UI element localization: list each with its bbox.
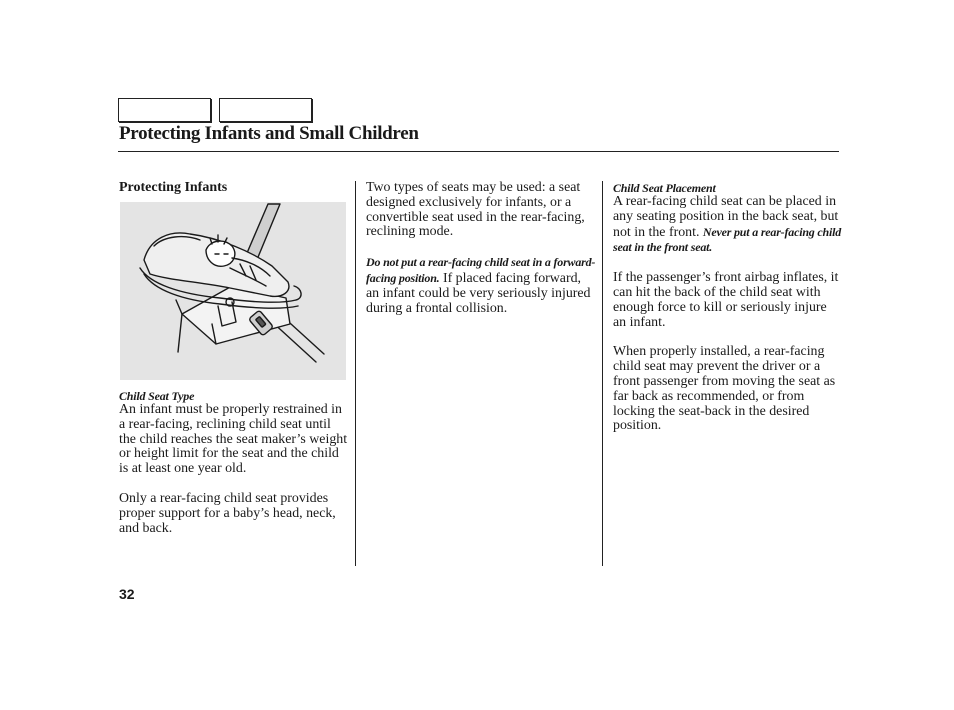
warning-text: If placed facing forward, an infant could be very seriously injured during a frontal collision. (366, 270, 591, 316)
column-1 (119, 181, 349, 551)
column-3 (613, 181, 843, 449)
column-divider-1 (355, 181, 356, 566)
child-seat-type-heading: Child Seat Type (119, 389, 195, 403)
nav-tab-2[interactable] (219, 98, 312, 122)
placement-text: A rear-facing child seat can be placed in any seating position in the back seat, but not in the front. (613, 194, 839, 240)
column-divider-2 (602, 181, 603, 566)
page-number: 32 (119, 586, 135, 602)
paragraph (613, 195, 843, 256)
nav-tab-1[interactable] (118, 98, 211, 122)
warning-paragraph (366, 255, 596, 316)
page-title: Protecting Infants and Small Children (119, 123, 419, 144)
paragraph: When properly installed, a rear-facing child seat may prevent the driver or a front passenger from moving the seat as far back as recommended, or from locking the seat-back in the desired position. (613, 344, 836, 434)
section-heading: Protecting Infants (119, 180, 228, 195)
paragraph: Only a rear-facing child seat provides proper support for a baby’s head, neck, and back. (119, 490, 336, 536)
paragraph: An infant must be properly restrained in a rear-facing, reclining child seat until the child reaches the seat maker’s weight or height limit for the seat and the child is at least one year old. (119, 402, 348, 477)
column-2 (366, 181, 596, 331)
paragraph: Two types of seats may be used: a seat designed exclusively for infants, or a convertible seat used in the rear-facing, reclining mode. (366, 180, 585, 240)
placement-warning: Never put a rear-facing child seat in the front seat. (613, 224, 842, 255)
warning-emphasis: Do not put a rear-facing child seat in a forward-facing position. (366, 255, 596, 285)
paragraph: If the passenger’s front airbag inflates, it can hit the back of the child seat with enough force to kill or seriously injure an infant. (613, 270, 839, 330)
child-seat-placement-heading: Child Seat Placement (613, 181, 716, 195)
infant-car-seat-icon (120, 202, 346, 380)
title-divider (118, 151, 839, 152)
infant-seat-illustration (120, 202, 346, 380)
